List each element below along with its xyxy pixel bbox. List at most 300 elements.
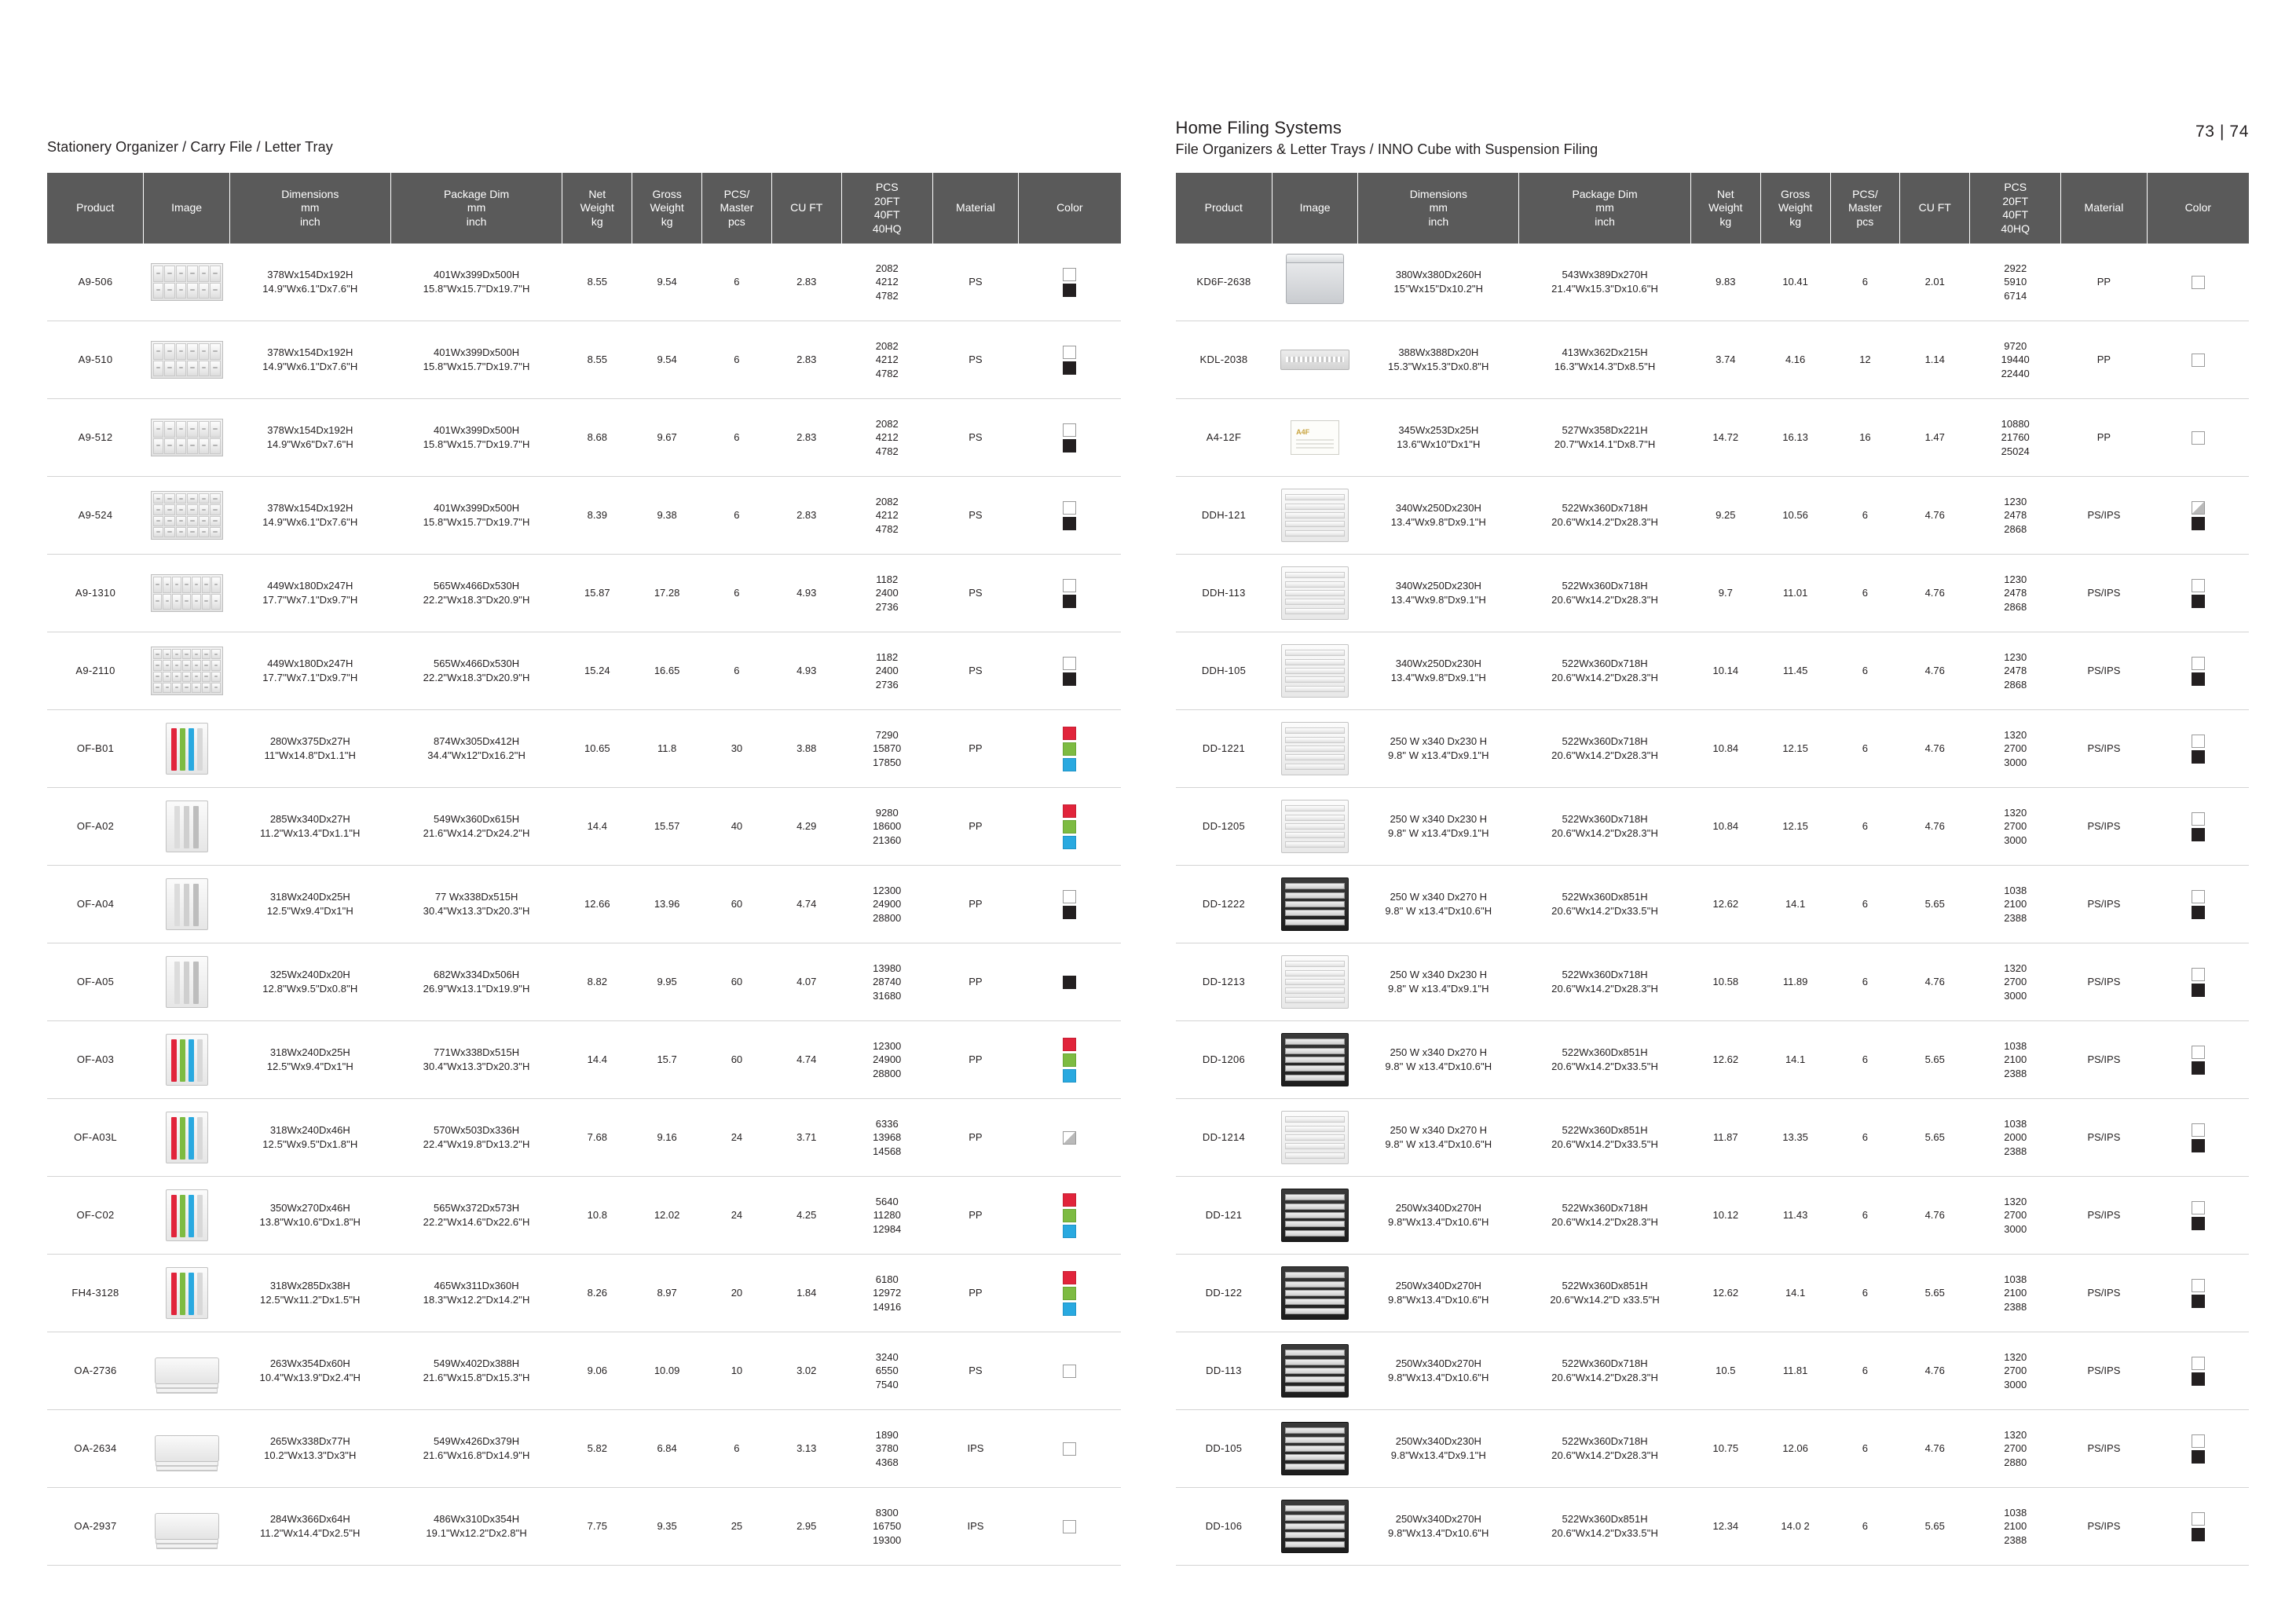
color-swatches xyxy=(1020,346,1119,375)
cell-gross-weight: 16.65 xyxy=(632,632,702,710)
dimensions-mm: 378Wx154Dx192H xyxy=(267,346,353,359)
th-package-dim: Package Dim mm inch xyxy=(1519,173,1691,244)
cell-dimensions xyxy=(1358,943,1519,1021)
cell-package-dimensions xyxy=(1519,1021,1691,1099)
cell-color xyxy=(2147,1021,2249,1099)
table-row[interactable] xyxy=(1176,1488,2250,1566)
table-row[interactable] xyxy=(1176,788,2250,866)
cell-product-image xyxy=(144,1021,229,1099)
cell-material: PS/IPS xyxy=(2061,1177,2147,1255)
cell-dimensions xyxy=(229,788,390,866)
organizer-12-drawer-thumbnail xyxy=(151,419,223,456)
table-row[interactable] xyxy=(47,321,1121,399)
th-image: Image xyxy=(1272,173,1357,244)
color-swatches xyxy=(2148,1357,2247,1386)
dimensions-mm: 318Wx240Dx25H xyxy=(269,1046,350,1059)
table-row[interactable] xyxy=(47,399,1121,477)
color-swatch-blue xyxy=(1063,1225,1076,1238)
cell-dimensions xyxy=(229,399,390,477)
cell-gross-weight: 9.67 xyxy=(632,399,702,477)
cell-cuft: 3.71 xyxy=(771,1099,841,1177)
container-qty: 6180 xyxy=(875,1273,899,1285)
th-pcs-master: PCS/ Master pcs xyxy=(702,173,772,244)
cell-package-dimensions xyxy=(390,1099,562,1177)
organizer-wide-10-drawer-thumbnail xyxy=(151,574,223,612)
container-qty: 5910 xyxy=(2004,276,2027,288)
product-image xyxy=(1273,326,1356,394)
carry-file-a04-thumbnail xyxy=(166,878,208,930)
color-swatch-blue xyxy=(1063,758,1076,771)
cell-gross-weight: 14.1 xyxy=(1760,1255,1830,1332)
cell-color xyxy=(2147,244,2249,321)
container-qty: 3780 xyxy=(875,1442,899,1455)
table-row[interactable] xyxy=(47,1099,1121,1177)
container-qty: 11280 xyxy=(873,1209,901,1222)
table-row[interactable] xyxy=(1176,399,2250,477)
dimensions-mm: 378Wx154Dx192H xyxy=(267,424,353,437)
package-inch: 20.6"Wx14.2"Dx33.5"H xyxy=(1551,1061,1658,1072)
table-row[interactable] xyxy=(47,1410,1121,1488)
table-row[interactable] xyxy=(1176,477,2250,555)
dimensions-inch: 17.7"Wx7.1"Dx9.7"H xyxy=(262,672,358,683)
cell-material: PS/IPS xyxy=(2061,1021,2147,1099)
table-row[interactable] xyxy=(1176,710,2250,788)
cell-color xyxy=(1019,866,1121,943)
dimensions-inch: 13.4"Wx9.8"Dx9.1"H xyxy=(1390,516,1486,528)
color-swatch-black xyxy=(2192,906,2205,919)
cell-package-dimensions xyxy=(1519,1488,1691,1566)
color-swatch-black xyxy=(1063,284,1076,297)
cabinet-dd-1221-thumbnail xyxy=(1281,722,1349,775)
cell-gross-weight: 11.43 xyxy=(1760,1177,1830,1255)
color-swatches xyxy=(1020,727,1119,771)
cell-package-dimensions xyxy=(1519,555,1691,632)
carry-file-a05-thumbnail xyxy=(166,956,208,1008)
cell-product-image xyxy=(1272,1332,1357,1410)
color-swatch-black xyxy=(2192,595,2205,608)
color-swatches xyxy=(2148,431,2247,445)
table-row[interactable] xyxy=(1176,321,2250,399)
cell-dimensions xyxy=(1358,477,1519,555)
cell-package-dimensions xyxy=(1519,1099,1691,1177)
cell-pcs-master: 6 xyxy=(702,632,772,710)
cell-gross-weight: 11.89 xyxy=(1760,943,1830,1021)
product-image xyxy=(145,482,228,549)
cell-pcs-master: 6 xyxy=(1830,943,1900,1021)
table-row[interactable] xyxy=(47,244,1121,321)
cell-color xyxy=(2147,866,2249,943)
color-swatch-white xyxy=(1063,1365,1076,1378)
cell-color xyxy=(2147,632,2249,710)
cell-pcs-master: 40 xyxy=(702,788,772,866)
container-qty: 18600 xyxy=(873,820,902,833)
cell-package-dimensions xyxy=(390,555,562,632)
color-swatch-green xyxy=(1063,742,1076,756)
cell-gross-weight: 9.95 xyxy=(632,943,702,1021)
cell-gross-weight: 9.35 xyxy=(632,1488,702,1566)
cell-cuft: 5.65 xyxy=(1900,866,1970,943)
package-mm: 401Wx399Dx500H xyxy=(434,269,520,281)
cell-pcs-container xyxy=(841,943,932,1021)
dimensions-inch: 9.8" W x13.4"Dx9.1"H xyxy=(1388,983,1489,995)
cell-package-dimensions xyxy=(1519,1332,1691,1410)
container-qty: 4368 xyxy=(875,1456,899,1468)
container-qty: 6336 xyxy=(875,1117,899,1130)
table-row[interactable] xyxy=(1176,244,2250,321)
table-row[interactable] xyxy=(1176,1099,2250,1177)
cell-dimensions xyxy=(1358,555,1519,632)
dimensions-mm: 380Wx380Dx260H xyxy=(1395,269,1481,281)
color-swatches xyxy=(2148,1279,2247,1308)
package-inch: 22.2"Wx18.3"Dx20.9"H xyxy=(423,672,530,683)
cell-pcs-master: 6 xyxy=(1830,477,1900,555)
cell-pcs-master: 6 xyxy=(1830,1255,1900,1332)
container-qty: 2082 xyxy=(875,495,899,507)
container-qty: 12300 xyxy=(873,1039,902,1052)
cell-pcs-container xyxy=(841,710,932,788)
container-qty: 28800 xyxy=(873,911,902,924)
table-row[interactable] xyxy=(1176,1255,2250,1332)
color-swatch-black xyxy=(2192,1217,2205,1230)
color-swatch-white xyxy=(2192,1201,2205,1215)
dimensions-inch: 9.8"Wx13.4"Dx10.6"H xyxy=(1388,1372,1489,1383)
table-row[interactable] xyxy=(47,1255,1121,1332)
container-qty: 2082 xyxy=(875,339,899,352)
package-inch: 15.8"Wx15.7"Dx19.7"H xyxy=(423,438,530,450)
cell-color xyxy=(1019,710,1121,788)
product-image xyxy=(145,248,228,316)
cell-material: PS/IPS xyxy=(2061,943,2147,1021)
cell-product-code: DDH-113 xyxy=(1176,555,1273,632)
cell-package-dimensions xyxy=(1519,477,1691,555)
container-qty: 2700 xyxy=(2004,1365,2027,1377)
cell-pcs-master: 6 xyxy=(1830,1177,1900,1255)
cell-product-code: DDH-121 xyxy=(1176,477,1273,555)
container-qty: 1890 xyxy=(875,1428,899,1441)
dimensions-mm: 250 W x340 Dx230 H xyxy=(1390,969,1488,981)
dimensions-inch: 9.8"Wx13.4"Dx10.6"H xyxy=(1388,1216,1489,1228)
container-qty: 12984 xyxy=(873,1222,902,1235)
cell-package-dimensions xyxy=(390,943,562,1021)
cell-color xyxy=(1019,321,1121,399)
package-mm: 522Wx360Dx718H xyxy=(1562,1202,1648,1215)
table-row[interactable] xyxy=(1176,1177,2250,1255)
cell-pcs-master: 6 xyxy=(1830,788,1900,866)
table-row[interactable] xyxy=(47,943,1121,1021)
cell-material: PS xyxy=(932,555,1018,632)
cell-material: PP xyxy=(932,943,1018,1021)
package-mm: 401Wx399Dx500H xyxy=(434,346,520,359)
cell-package-dimensions xyxy=(390,244,562,321)
color-swatch-white xyxy=(2192,431,2205,445)
package-mm: 465Wx311Dx360H xyxy=(434,1280,519,1292)
cell-net-weight: 14.72 xyxy=(1690,399,1760,477)
th-net-weight: Net Weight kg xyxy=(1690,173,1760,244)
container-qty: 4212 xyxy=(875,354,899,366)
cell-net-weight: 10.84 xyxy=(1690,710,1760,788)
cell-dimensions xyxy=(229,943,390,1021)
cell-package-dimensions xyxy=(390,1255,562,1332)
cell-pcs-container xyxy=(1970,1488,2061,1566)
cell-dimensions xyxy=(229,1410,390,1488)
dimensions-mm: 250 W x340 Dx230 H xyxy=(1390,813,1488,826)
container-qty: 1320 xyxy=(2004,1350,2027,1363)
package-inch: 20.6"Wx14.2"Dx28.3"H xyxy=(1551,672,1658,683)
product-image xyxy=(1273,793,1356,860)
cell-package-dimensions xyxy=(1519,244,1691,321)
cell-net-weight: 8.55 xyxy=(562,244,632,321)
container-qty: 9720 xyxy=(2004,339,2027,352)
dimensions-mm: 449Wx180Dx247H xyxy=(267,658,353,670)
carry-file-box-thumbnail xyxy=(166,723,208,775)
cell-cuft: 5.65 xyxy=(1900,1099,1970,1177)
th-package-dim: Package Dim mm inch xyxy=(390,173,562,244)
color-swatch-white xyxy=(2192,968,2205,981)
cell-material: PS/IPS xyxy=(2061,1255,2147,1332)
table-row[interactable] xyxy=(47,555,1121,632)
color-swatches xyxy=(2148,890,2247,919)
cell-product-image xyxy=(144,1332,229,1410)
container-qty: 2388 xyxy=(2004,1067,2027,1079)
cell-product-code: OA-2736 xyxy=(47,1332,144,1410)
product-image xyxy=(145,1026,228,1094)
package-mm: 771Wx338Dx515H xyxy=(434,1046,520,1059)
cell-color xyxy=(1019,1021,1121,1099)
package-inch: 20.6"Wx14.2"Dx28.3"H xyxy=(1551,594,1658,606)
container-qty: 4212 xyxy=(875,509,899,522)
table-row[interactable] xyxy=(1176,1021,2250,1099)
cabinet-dd-113-dark-thumbnail xyxy=(1281,1344,1349,1398)
package-inch: 20.6"Wx14.2"Dx28.3"H xyxy=(1551,1372,1658,1383)
container-qty: 1320 xyxy=(2004,728,2027,741)
cell-gross-weight: 16.13 xyxy=(1760,399,1830,477)
cell-gross-weight: 9.54 xyxy=(632,244,702,321)
container-qty: 2922 xyxy=(2004,262,2027,274)
cell-gross-weight: 11.01 xyxy=(1760,555,1830,632)
container-qty: 13980 xyxy=(873,962,902,974)
cell-gross-weight: 11.45 xyxy=(1760,632,1830,710)
package-mm: 549Wx426Dx379H xyxy=(434,1435,520,1448)
cell-cuft: 2.83 xyxy=(771,477,841,555)
cell-product-code: DD-1221 xyxy=(1176,710,1273,788)
cell-cuft: 2.83 xyxy=(771,399,841,477)
table-row[interactable] xyxy=(1176,555,2250,632)
table-row[interactable] xyxy=(47,632,1121,710)
color-swatches xyxy=(2148,501,2247,530)
dimensions-inch: 13.6"Wx10"Dx1"H xyxy=(1397,438,1481,450)
container-qty: 3000 xyxy=(2004,833,2027,846)
color-swatches xyxy=(1020,1520,1119,1533)
container-qty: 1038 xyxy=(2004,884,2027,896)
container-qty: 24900 xyxy=(873,898,902,910)
container-qty: 2100 xyxy=(2004,898,2027,910)
color-swatch-white xyxy=(2192,579,2205,592)
container-qty: 8300 xyxy=(875,1506,899,1519)
cell-pcs-container xyxy=(841,866,932,943)
file-box-low-thumbnail xyxy=(1280,350,1349,370)
cell-package-dimensions xyxy=(1519,788,1691,866)
dimensions-mm: 263Wx354Dx60H xyxy=(269,1357,350,1370)
cell-dimensions xyxy=(1358,1255,1519,1332)
container-qty: 3000 xyxy=(2004,989,2027,1002)
color-swatch-green xyxy=(1063,1287,1076,1300)
product-image xyxy=(145,1337,228,1405)
package-inch: 21.6"Wx14.2"Dx24.2"H xyxy=(423,827,530,839)
cell-package-dimensions xyxy=(1519,710,1691,788)
cell-net-weight: 3.74 xyxy=(1690,321,1760,399)
color-swatch-black xyxy=(2192,1061,2205,1075)
right-page-header xyxy=(1176,118,2250,160)
cell-package-dimensions xyxy=(1519,1177,1691,1255)
container-qty: 10880 xyxy=(2001,417,2030,430)
color-swatch-black xyxy=(2192,672,2205,686)
table-row[interactable] xyxy=(1176,866,2250,943)
table-row[interactable] xyxy=(1176,1410,2250,1488)
dimensions-inch: 12.5"Wx9.4"Dx1"H xyxy=(266,1061,353,1072)
cell-pcs-master: 24 xyxy=(702,1099,772,1177)
package-mm: 522Wx360Dx718H xyxy=(1562,1357,1648,1370)
color-swatches xyxy=(1020,1038,1119,1083)
cabinet-dd-1206-dark-thumbnail xyxy=(1281,1033,1349,1086)
container-qty: 3240 xyxy=(875,1350,899,1363)
table-row[interactable] xyxy=(47,1177,1121,1255)
cell-gross-weight: 12.06 xyxy=(1760,1410,1830,1488)
table-row[interactable] xyxy=(47,866,1121,943)
dimensions-mm: 250 W x340 Dx270 H xyxy=(1390,1046,1488,1059)
color-swatch-red xyxy=(1063,1271,1076,1284)
color-swatches xyxy=(1020,657,1119,686)
package-mm: 522Wx360Dx718H xyxy=(1562,813,1648,826)
cell-color xyxy=(2147,321,2249,399)
package-inch: 20.6"Wx14.2"D x33.5"H xyxy=(1550,1294,1660,1306)
container-qty: 2478 xyxy=(2004,665,2027,677)
cell-color xyxy=(1019,1410,1121,1488)
cell-package-dimensions xyxy=(1519,943,1691,1021)
package-mm: 77 Wx338Dx515H xyxy=(434,891,518,903)
cell-cuft: 4.76 xyxy=(1900,1177,1970,1255)
cell-product-image xyxy=(1272,866,1357,943)
package-mm: 522Wx360Dx851H xyxy=(1562,1124,1648,1137)
color-swatch-white xyxy=(2192,812,2205,826)
color-swatches xyxy=(2148,735,2247,764)
container-qty: 12972 xyxy=(873,1287,902,1299)
product-image xyxy=(145,1182,228,1249)
product-image xyxy=(1273,1026,1356,1094)
dimensions-mm: 280Wx375Dx27H xyxy=(269,735,350,748)
dimensions-inch: 9.8"Wx13.4"Dx10.6"H xyxy=(1388,1527,1489,1539)
cell-color xyxy=(2147,788,2249,866)
color-swatch-white xyxy=(1063,268,1076,281)
cell-pcs-container xyxy=(841,1099,932,1177)
color-swatch-white xyxy=(2192,1512,2205,1526)
package-mm: 874Wx305Dx412H xyxy=(434,735,520,748)
cell-pcs-container xyxy=(1970,1255,2061,1332)
table-row[interactable] xyxy=(47,710,1121,788)
cell-cuft: 4.76 xyxy=(1900,710,1970,788)
table-row[interactable] xyxy=(47,1332,1121,1410)
cell-pcs-master: 6 xyxy=(702,399,772,477)
table-row[interactable] xyxy=(47,788,1121,866)
cell-material: PS xyxy=(932,477,1018,555)
cell-package-dimensions xyxy=(1519,321,1691,399)
container-qty: 14568 xyxy=(873,1145,902,1157)
cell-gross-weight: 6.84 xyxy=(632,1410,702,1488)
dimensions-mm: 378Wx154Dx192H xyxy=(267,502,353,515)
table-row[interactable] xyxy=(1176,632,2250,710)
cell-color xyxy=(1019,632,1121,710)
cell-net-weight: 10.12 xyxy=(1690,1177,1760,1255)
color-swatch-white xyxy=(2192,890,2205,903)
product-image xyxy=(145,1104,228,1171)
cell-pcs-container xyxy=(1970,1332,2061,1410)
color-swatches xyxy=(2148,579,2247,608)
cell-pcs-master: 16 xyxy=(1830,399,1900,477)
cell-package-dimensions xyxy=(1519,1255,1691,1332)
cell-gross-weight: 11.8 xyxy=(632,710,702,788)
dimensions-inch: 11.2"Wx13.4"Dx1.1"H xyxy=(260,827,361,839)
right-page xyxy=(1176,118,2250,1592)
color-swatch-half xyxy=(1063,1131,1076,1145)
package-inch: 20.6"Wx14.2"Dx28.3"H xyxy=(1551,749,1658,761)
suspension-file-a4-thumbnail: A4F xyxy=(1291,420,1339,455)
cell-product-image xyxy=(1272,1021,1357,1099)
cell-pcs-container xyxy=(1970,632,2061,710)
container-qty: 1320 xyxy=(2004,1428,2027,1441)
package-mm: 522Wx360Dx718H xyxy=(1562,502,1648,515)
color-swatch-white xyxy=(2192,1123,2205,1137)
dimensions-mm: 378Wx154Dx192H xyxy=(267,269,353,281)
product-image xyxy=(1273,1259,1356,1327)
cell-material: PS/IPS xyxy=(2061,788,2147,866)
product-image xyxy=(145,1493,228,1560)
cell-cuft: 4.76 xyxy=(1900,477,1970,555)
color-swatch-black xyxy=(1063,976,1076,989)
cell-product-image xyxy=(144,943,229,1021)
package-mm: 570Wx503Dx336H xyxy=(434,1124,520,1137)
container-qty: 2388 xyxy=(2004,1145,2027,1157)
cell-gross-weight: 14.0 2 xyxy=(1760,1488,1830,1566)
table-row[interactable] xyxy=(1176,1332,2250,1410)
cell-net-weight: 8.55 xyxy=(562,321,632,399)
color-swatch-green xyxy=(1063,1053,1076,1067)
package-mm: 549Wx360Dx615H xyxy=(434,813,520,826)
right-table-body xyxy=(1176,244,2250,1566)
cell-pcs-container xyxy=(1970,399,2061,477)
organizer-10-drawer-thumbnail xyxy=(151,341,223,379)
page-folio: 73 | 74 xyxy=(2195,123,2249,141)
color-swatch-white xyxy=(1063,423,1076,437)
color-swatch-white xyxy=(2192,1046,2205,1059)
carry-file-a03-thumbnail xyxy=(166,1034,208,1086)
cell-product-code: DD-121 xyxy=(1176,1177,1273,1255)
container-qty: 2700 xyxy=(2004,1209,2027,1222)
table-row[interactable] xyxy=(1176,943,2250,1021)
table-row[interactable] xyxy=(47,1488,1121,1566)
table-row[interactable] xyxy=(47,477,1121,555)
container-qty: 6714 xyxy=(2004,289,2027,302)
cell-pcs-container xyxy=(1970,788,2061,866)
cell-product-image xyxy=(144,866,229,943)
table-row[interactable] xyxy=(47,1021,1121,1099)
cell-dimensions xyxy=(1358,866,1519,943)
cell-package-dimensions xyxy=(390,1177,562,1255)
cell-pcs-master: 60 xyxy=(702,1021,772,1099)
dimensions-inch: 17.7"Wx7.1"Dx9.7"H xyxy=(262,594,358,606)
dimensions-inch: 14.9"Wx6.1"Dx7.6"H xyxy=(262,283,358,295)
right-table-head xyxy=(1176,173,2250,244)
container-qty: 1320 xyxy=(2004,962,2027,974)
color-swatch-red xyxy=(1063,1193,1076,1207)
